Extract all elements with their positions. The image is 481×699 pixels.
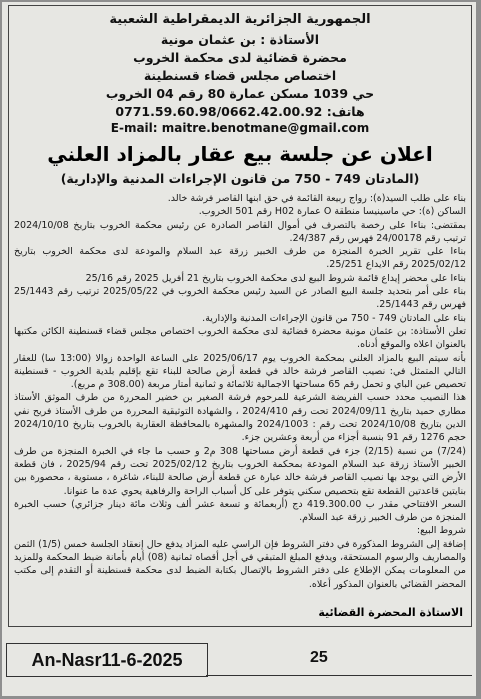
office-address: حي 1039 مسكن عمارة 80 رقم 04 الخروب — [105, 86, 375, 101]
announcement-body — [14, 192, 466, 591]
body-paragraph: بمقتضى: بناءا على رخصة بالتصرف في أموال القاصر الصادرة عن رئيس محكمة الخروب بتاريخ 2024/10/08 ترتيب رقم 24/00178 فهرس رقم 24/387. — [14, 219, 466, 244]
jurisdiction: اختصاص مجلس قضاء قسنطينة — [143, 68, 337, 83]
body-paragraph: هذا النصيب محدد حسب الفريضة الشرعية للمرحوم فرشة الصغير بن خضير المحررة من طرف الموثق الأستاذ مطاري حميد بتاريخ 2024/09/11 تحت رقم 2024/410 ، والشهادة التوثيقية المحررة من طرف الأستاذ فريح نفي الدين بتاريخ 2024/10/08 تحت رقم : 2024/1003 والمشهرة بالمحافظة العقارية بالخروب بتاريخ 2024/10/10 حجم 1276 رقم 91 بنسبة أجزاء من أربعة وعشرين جزء. — [14, 392, 466, 444]
bailiff-name: الأستاذة : بن عثمان مونية — [160, 32, 320, 47]
body-paragraph: بناء على طلب السيد(ة): رواج ربيعة القائمة في حق ابنها القاصر فرشة خالد. — [167, 193, 466, 204]
body-paragraph: (7/24) من نسبة (2/15) جزء في قطعة أرض مساحتها 308 م2 و حسب ما جاء في الخبرة المنجزة من طرف الخبير الأستاذ زرقة عبد السلام المودعة بمحكمة الخروب بتاريخ 2025/02/12 تحت رقم 2025/94 ، فان قطعة الأرض التي يوجد بها نصيب القاصر فرشة خالد عبارة عن قطعة أرض صالحة للبناء، شاغرة ، مستوية ، محصورة بين بنايتين قاعدتين القطعة تقع بتحصيص سكني يتوفر على كل أسباب الراحة والرفاهية يحوي عدة ما عنوانا. — [14, 445, 466, 497]
newspaper-page — [2, 2, 476, 696]
republic-header: الجمهورية الجزائرية الديمقراطية الشعبية — [109, 12, 371, 27]
announcement-title: اعلان عن جلسة بيع عقار بالمزاد العلني — [47, 142, 433, 166]
body-paragraph: بناءا على محضر إيداع قائمة شروط البيع لدى محكمة الخروب بتاريخ 21 أفريل 2025 رقم 25/16 — [85, 272, 466, 284]
body-paragraph: إضافة إلى الشروط المذكورة في دفتر الشروط فإن الراسي عليه المزاد يدفع حال إنعقاد الجلسة خمس (1/5) الثمن والمصاريف والرسوم المستحقة، ويدفع المبلغ المتبقي في أجل أقصاه ثمانية (08) أيام بأمانة ضبط المحكمة وللمزيد من المعلومات يمكن الإطلاع على دفتر الشروط بالإتصال بكتابة الضبط لدى محكمة قسنطينة أو التقدم إلى مكتب المحضر القضائي بالعنوان المذكور أعلاه. — [14, 538, 467, 590]
phone-numbers: هاتف: 0771.59.60.98/0662.42.00.92 — [115, 104, 365, 119]
body-paragraph: بناء على أمر بتحديد جلسة البيع الصادر عن السيد رئيس محكمة الخروب في 2025/05/22 ترتيب رقم 25/1443 فهرس رقم 25/1443. — [14, 286, 466, 311]
body-paragraph: بأنه سيتم البيع بالمزاد العلني بمحكمة الخروب يوم 2025/06/17 على الساعة الواحدة زوالا (13:00 سا) للعقار التالي المتمثل في: نصيب القاصر فرشة خالد في قطعة أرض صالحة للبناء تقع بإقليم بلدية الخروب - قسنطينة تحصيص عين الباي و تحمل رقم 65 مساحتها الاجمالية ثلاثمائة و ثمانية أمتار مربعة (308.00 م مربع). — [14, 352, 466, 391]
footer-rule — [206, 675, 472, 676]
bailiff-court: محضرة قضائية لدى محكمة الخروب — [133, 50, 347, 65]
body-paragraph: بناءا على تقرير الخبرة المنجزة من طرف الخبير زرقة عبد السلام والمودعة لدى محكمة الخروب بتاريخ 2025/02/12 رقم الايداع 25/251. — [14, 246, 466, 271]
newspaper-reference: An-Nasr11-6-2025 — [6, 643, 208, 677]
body-paragraph: شروط البيع: — [416, 525, 466, 537]
page-number: 25 — [310, 649, 328, 666]
page-footer — [6, 633, 472, 691]
body-paragraph: تعلن الأستاذة: بن عثمان مونية محضرة قضائية لدى محكمة الخروب اختصاص مجلس قضاء قسنطينة الكائن مكتبها بالعنوان اعلاه والموقع أدناه. — [14, 325, 466, 351]
announcement-subtitle: (المادتان 749 - 750 من قانون الإجراءات المدنية والإدارية) — [60, 171, 420, 186]
signature-line: الاستاذة المحضرة القضائية — [318, 606, 463, 619]
body-paragraph: الساكن (ة): حي ماسينيسا منطقة O عمارة H02 رقم 501 الخروب. — [198, 206, 466, 218]
body-paragraph: السعر الافتتاحي مقدر ب 419.300.00 دج (أربعمائة و تسعة عشر ألف وثلاث مائة دينار جزائري) حسب الخبرة المنجزة من طرف الخبير زرقة عبد السلام. — [14, 498, 466, 524]
announcement-box — [8, 5, 472, 627]
body-paragraph: بناء على المادتان 749 - 750 من قانون الإجراءات المدنية والإدارية. — [202, 312, 466, 324]
email-address: E-mail: maitre.benotmane@gmail.com — [110, 121, 370, 135]
